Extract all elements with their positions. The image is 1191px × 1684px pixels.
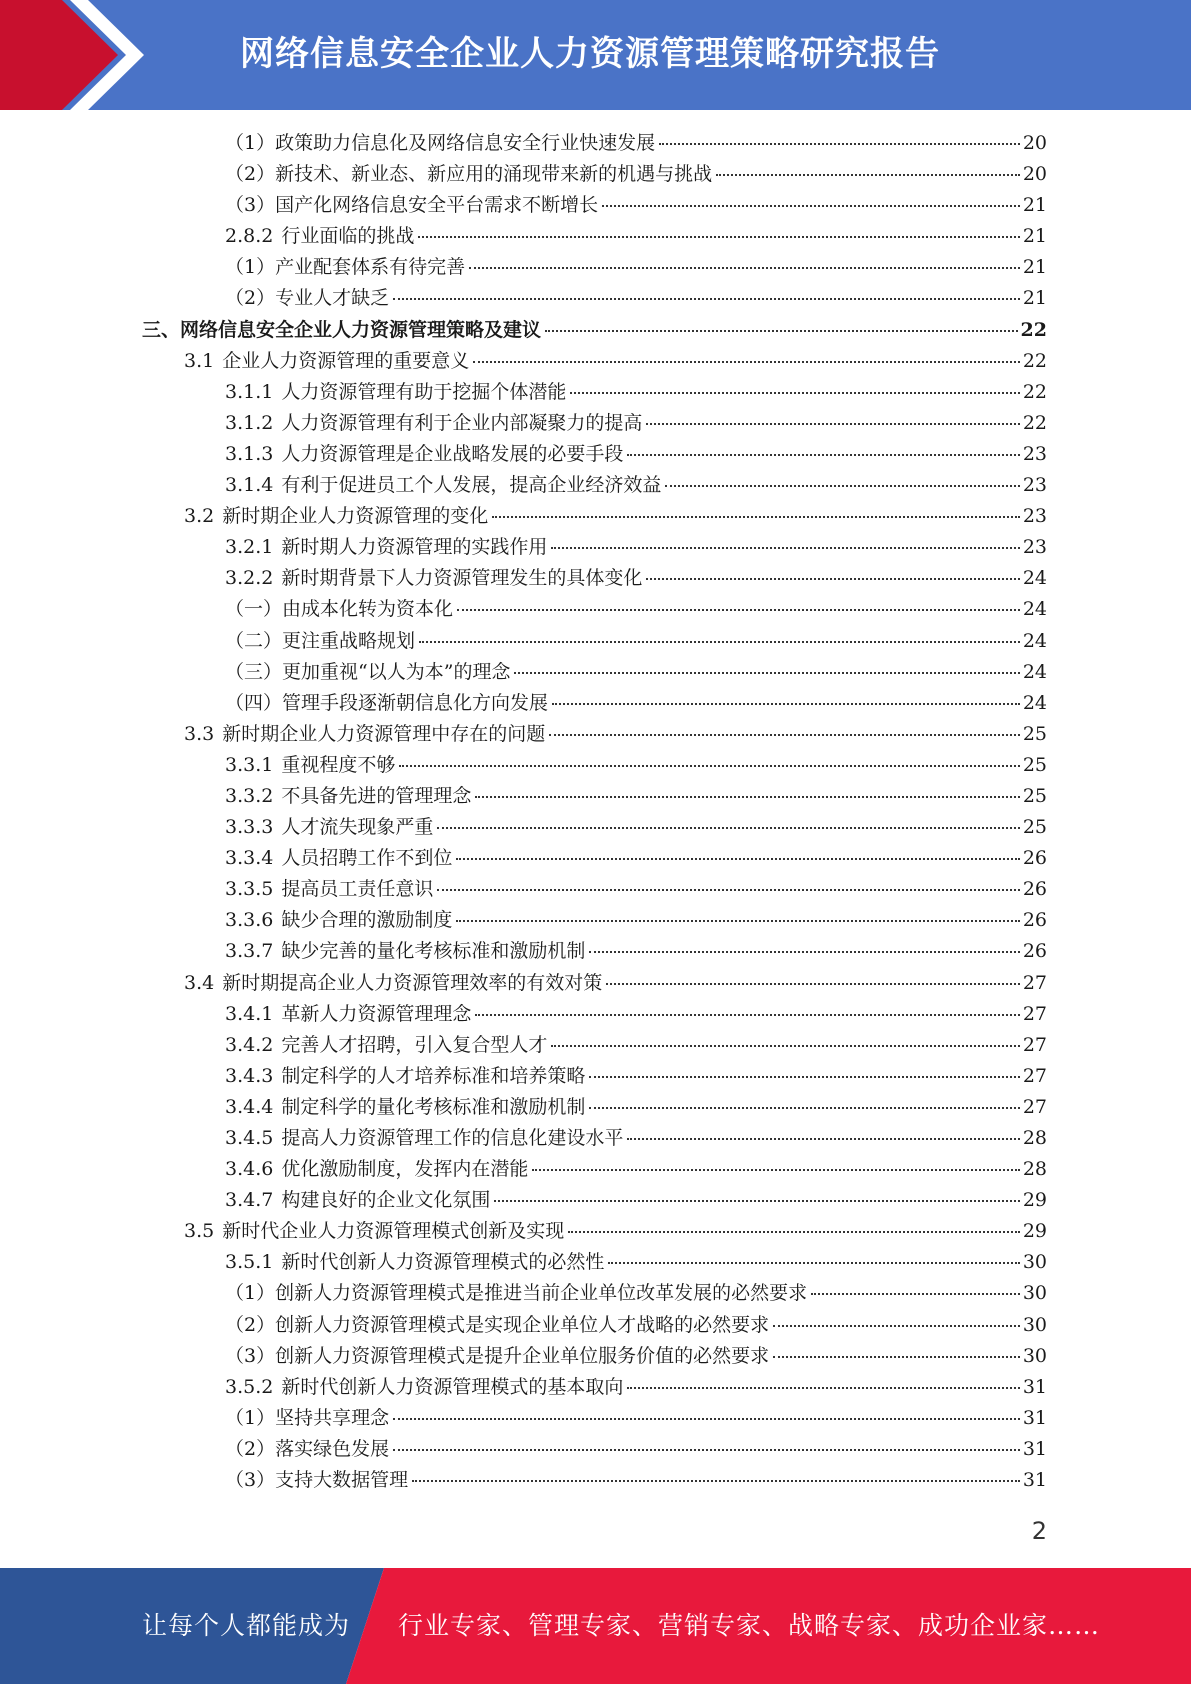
toc-entry-page: 26	[1022, 878, 1047, 901]
toc-leader-dots	[627, 1138, 1019, 1140]
toc-entry[interactable]	[0, 315, 1191, 346]
toc-entry-page: 31	[1022, 1437, 1047, 1460]
toc-entry-page: 24	[1022, 629, 1047, 652]
toc-entry-number: （二）	[225, 629, 283, 652]
toc-leader-dots	[494, 1200, 1019, 1202]
toc-entry[interactable]	[0, 1154, 1191, 1185]
toc-leader-dots	[551, 1045, 1019, 1047]
toc-leader-dots	[473, 361, 1020, 363]
toc-entry[interactable]	[0, 128, 1191, 159]
toc-entry-page: 22	[1020, 318, 1047, 341]
toc-entry-number: 3.3.7	[225, 940, 274, 963]
toc-entry-number: （1）	[225, 256, 276, 279]
toc-entry-title: 提高员工责任意识	[281, 878, 434, 901]
toc-leader-dots	[469, 267, 1020, 269]
toc-entry-number: 3.4.2	[225, 1033, 274, 1056]
toc-leader-dots	[393, 1418, 1020, 1420]
toc-entry[interactable]	[0, 1185, 1191, 1216]
toc-leader-dots	[419, 641, 1020, 643]
toc-entry-page: 30	[1022, 1344, 1047, 1367]
toc-entry-number: （2）	[225, 163, 276, 186]
toc-entry-title: 专业人才缺乏	[275, 287, 390, 310]
toc-entry-number: 3.2.2	[225, 567, 274, 590]
toc-entry-title: 由成本化转为资本化	[282, 598, 454, 621]
toc-entry-number: 3.3.6	[225, 909, 274, 932]
toc-entry-title: 人员招聘工作不到位	[281, 847, 453, 870]
toc-entry[interactable]	[0, 1061, 1191, 1092]
footer-slogan-left: 让每个人都能成为	[142, 1611, 351, 1640]
toc-entry-number: （2）	[225, 287, 276, 310]
toc-entry-number: 3.2.1	[225, 536, 274, 559]
toc-entry[interactable]	[0, 594, 1191, 625]
toc-entry-number: 3.4.4	[225, 1095, 274, 1118]
toc-entry-page: 30	[1022, 1313, 1047, 1336]
toc-entry-number: 3.3.4	[225, 847, 274, 870]
toc-leader-dots	[646, 423, 1019, 425]
toc-entry[interactable]	[0, 283, 1191, 314]
toc-leader-dots	[456, 920, 1019, 922]
toc-entry-number: 3.1.3	[225, 442, 274, 465]
toc-entry-page: 29	[1022, 1220, 1047, 1243]
toc-leader-dots	[665, 485, 1019, 487]
toc-entry-title: 新时期企业人力资源管理的变化	[222, 505, 489, 528]
toc-entry[interactable]	[0, 812, 1191, 843]
toc-entry[interactable]	[0, 1092, 1191, 1123]
toc-leader-dots	[457, 609, 1020, 611]
toc-entry-number: 3.4.3	[225, 1064, 274, 1087]
page-header	[0, 0, 1191, 110]
toc-entry-page: 31	[1022, 1406, 1047, 1429]
toc-entry-page: 26	[1022, 909, 1047, 932]
toc-entry-page: 22	[1022, 380, 1047, 403]
toc-entry-title: 三、网络信息安全企业人力资源管理策略及建议	[142, 318, 542, 341]
toc-leader-dots	[393, 1449, 1020, 1451]
toc-entry[interactable]	[0, 377, 1191, 408]
toc-entry[interactable]	[0, 781, 1191, 812]
toc-entry-number: 3.4.6	[225, 1158, 274, 1181]
toc-entry-number: 3.2	[184, 505, 215, 528]
toc-entry-title: 新时期企业人力资源管理中存在的问题	[222, 722, 546, 745]
toc-entry-title: 完善人才招聘，引入复合型人才	[281, 1033, 548, 1056]
toc-entry-number: 3.4.7	[225, 1189, 274, 1212]
toc-leader-dots	[608, 1262, 1019, 1264]
toc-entry-number: 3.1.1	[225, 380, 274, 403]
chevron-arrow-icon	[0, 0, 160, 110]
toc-entry[interactable]	[0, 1247, 1191, 1278]
toc-entry-number: 3.3.2	[225, 784, 274, 807]
toc-entry-title: 新时代创新人力资源管理模式的必然性	[281, 1251, 605, 1274]
toc-entry-title: 重视程度不够	[281, 753, 396, 776]
toc-entry-number: （四）	[225, 691, 283, 714]
toc-entry-title: 政策助力信息化及网络信息安全行业快速发展	[275, 132, 656, 154]
toc-entry[interactable]	[0, 968, 1191, 999]
page-title: 网络信息安全企业人力资源管理策略研究报告	[240, 34, 940, 74]
toc-entry[interactable]	[0, 159, 1191, 190]
toc-entry-page: 23	[1022, 536, 1047, 559]
toc-entry-page: 24	[1022, 691, 1047, 714]
toc-entry-number: 3.4.1	[225, 1002, 274, 1025]
toc-entry-title: 缺少合理的激励制度	[281, 909, 453, 932]
toc-entry[interactable]	[0, 999, 1191, 1030]
toc-entry-number: 3.5	[184, 1220, 215, 1243]
toc-entry-title: 新时代企业人力资源管理模式创新及实现	[222, 1220, 565, 1243]
toc-leader-dots	[549, 734, 1020, 736]
toc-entry-title: 新时期背景下人力资源管理发生的具体变化	[281, 567, 643, 590]
toc-entry[interactable]	[0, 346, 1191, 377]
toc-leader-dots	[456, 858, 1019, 860]
toc-leader-dots	[399, 765, 1019, 767]
toc-entry-page: 21	[1022, 287, 1047, 310]
toc-entry-number: （三）	[225, 660, 283, 683]
toc-entry-title: 国产化网络信息安全平台需求不断增长	[275, 194, 599, 217]
toc-entry-number: 3.4	[184, 971, 215, 994]
toc-leader-dots	[716, 174, 1020, 176]
page-number: 2	[1031, 1517, 1047, 1545]
toc-leader-dots	[568, 1231, 1020, 1233]
toc-entry-number: （3）	[225, 194, 276, 217]
toc-entry-title: 革新人力资源管理理念	[281, 1002, 472, 1025]
toc-leader-dots	[393, 298, 1020, 300]
toc-entry[interactable]	[0, 439, 1191, 470]
toc-entry-page: 21	[1022, 256, 1047, 279]
toc-entry[interactable]	[0, 408, 1191, 439]
toc-entry-number: （3）	[225, 1344, 276, 1367]
toc-entry-number: （3）	[225, 1469, 276, 1492]
toc-entry-title: 创新人力资源管理模式是实现企业单位人才战略的必然要求	[275, 1313, 770, 1336]
toc-entry-page: 30	[1022, 1251, 1047, 1274]
toc-entry-number: （2）	[225, 1313, 276, 1336]
toc-leader-dots	[627, 1387, 1019, 1389]
toc-entry-number: （2）	[225, 1437, 276, 1460]
toc-entry-number: 3.3.5	[225, 878, 274, 901]
toc-entry-page: 27	[1022, 1095, 1047, 1118]
toc-entry[interactable]	[0, 190, 1191, 221]
toc-leader-dots	[589, 1107, 1019, 1109]
toc-entry-number: 3.1.4	[225, 474, 274, 497]
toc-entry[interactable]	[0, 470, 1191, 501]
toc-entry-page: 24	[1022, 567, 1047, 590]
toc-leader-dots	[570, 392, 1019, 394]
toc-leader-dots	[437, 889, 1019, 891]
toc-entry[interactable]	[0, 1372, 1191, 1403]
toc-entry[interactable]	[0, 657, 1191, 688]
toc-entry-page: 25	[1022, 753, 1047, 776]
toc-entry-title: 制定科学的量化考核标准和激励机制	[281, 1095, 586, 1118]
toc-entry-page: 30	[1022, 1282, 1047, 1305]
toc-entry-title: 企业人力资源管理的重要意义	[222, 349, 470, 372]
toc-entry[interactable]	[0, 936, 1191, 967]
toc-entry-page: 21	[1022, 194, 1047, 217]
toc-entry-title: 创新人力资源管理模式是提升企业单位服务价值的必然要求	[275, 1344, 770, 1367]
toc-leader-dots	[589, 1076, 1019, 1078]
toc-entry-page: 25	[1022, 816, 1047, 839]
toc-entry-page: 27	[1022, 1033, 1047, 1056]
toc-entry-number: （一）	[225, 598, 283, 621]
toc-entry-title: 新时期人力资源管理的实践作用	[281, 536, 548, 559]
toc-entry[interactable]	[0, 532, 1191, 563]
toc-entry-number: 3.1.2	[225, 411, 274, 434]
toc-leader-dots	[475, 1014, 1019, 1016]
toc-leader-dots	[437, 827, 1019, 829]
toc-leader-dots	[514, 672, 1019, 674]
toc-entry-page: 27	[1022, 1064, 1047, 1087]
table-of-contents	[0, 128, 1191, 1496]
toc-leader-dots	[492, 516, 1020, 518]
toc-entry[interactable]	[0, 843, 1191, 874]
toc-leader-dots	[773, 1356, 1020, 1358]
toc-entry-title: 人才流失现象严重	[281, 816, 434, 839]
toc-entry-page: 27	[1022, 1002, 1047, 1025]
toc-entry-title: 不具备先进的管理理念	[281, 784, 472, 807]
toc-entry-number: 3.1	[184, 349, 215, 372]
toc-entry[interactable]	[0, 750, 1191, 781]
toc-entry[interactable]	[0, 626, 1191, 657]
toc-leader-dots	[602, 205, 1020, 207]
toc-entry-page: 23	[1022, 442, 1047, 465]
toc-entry-title: 制定科学的人才培养标准和培养策略	[281, 1064, 586, 1087]
toc-entry-page: 25	[1022, 722, 1047, 745]
toc-entry-title: 坚持共享理念	[275, 1406, 390, 1429]
toc-entry[interactable]	[0, 688, 1191, 719]
toc-leader-dots	[627, 454, 1019, 456]
toc-entry-page: 31	[1022, 1469, 1047, 1492]
toc-entry[interactable]	[0, 221, 1191, 252]
toc-entry[interactable]	[0, 1123, 1191, 1154]
toc-entry-title: 有利于促进员工个人发展，提高企业经济效益	[281, 474, 662, 497]
toc-leader-dots	[659, 143, 1020, 145]
toc-entry-title: 新技术、新业态、新应用的涌现带来新的机遇与挑战	[275, 163, 713, 186]
toc-entry-title: 创新人力资源管理模式是推进当前企业单位改革发展的必然要求	[275, 1282, 808, 1305]
toc-entry-number: 3.3.3	[225, 816, 274, 839]
toc-entry-page: 23	[1022, 474, 1047, 497]
toc-leader-dots	[412, 1480, 1020, 1482]
toc-entry-title: 人力资源管理是企业战略发展的必要手段	[281, 442, 624, 465]
toc-entry-page: 25	[1022, 784, 1047, 807]
toc-entry-title: 人力资源管理有助于挖掘个体潜能	[281, 380, 567, 403]
toc-entry-page: 31	[1022, 1375, 1047, 1398]
toc-entry-title: 缺少完善的量化考核标准和激励机制	[281, 940, 586, 963]
toc-leader-dots	[475, 796, 1019, 798]
toc-entry-title: 更注重战略规划	[282, 629, 416, 652]
toc-leader-dots	[773, 1325, 1020, 1327]
toc-leader-dots	[532, 1169, 1019, 1171]
toc-entry-page: 29	[1022, 1189, 1047, 1212]
toc-entry-number: 3.3	[184, 722, 215, 745]
footer-slogan-right: 行业专家、管理专家、营销专家、战略专家、成功企业家……	[398, 1611, 1101, 1640]
toc-leader-dots	[589, 951, 1019, 953]
toc-entry[interactable]	[0, 874, 1191, 905]
toc-entry-title: 产业配套体系有待完善	[275, 256, 466, 279]
toc-entry-title: 构建良好的企业文化氛围	[281, 1189, 491, 1212]
toc-entry-page: 22	[1022, 349, 1047, 372]
toc-entry-number: 3.5.1	[225, 1251, 274, 1274]
toc-entry[interactable]	[0, 1465, 1191, 1496]
toc-entry[interactable]	[0, 1310, 1191, 1341]
toc-entry-number: 3.5.2	[225, 1375, 274, 1398]
toc-entry-number: 3.4.5	[225, 1127, 274, 1149]
toc-entry-page: 20	[1022, 163, 1047, 186]
toc-entry-title: 优化激励制度，发挥内在潜能	[281, 1158, 529, 1181]
toc-entry-page: 26	[1022, 940, 1047, 963]
toc-entry-page: 21	[1022, 225, 1047, 248]
toc-entry-page: 28	[1022, 1127, 1047, 1149]
toc-entry-number: 2.8.2	[225, 225, 274, 248]
toc-leader-dots	[551, 547, 1019, 549]
toc-entry-page: 28	[1022, 1158, 1047, 1181]
toc-entry-title: 支持大数据管理	[275, 1469, 409, 1492]
toc-entry-title: 更加重视“以人为本”的理念	[282, 660, 511, 683]
toc-entry[interactable]	[0, 905, 1191, 936]
toc-entry-page: 24	[1022, 660, 1047, 683]
toc-entry[interactable]	[0, 719, 1191, 750]
toc-entry-title: 新时代创新人力资源管理模式的基本取向	[281, 1375, 624, 1398]
toc-entry[interactable]	[0, 501, 1191, 532]
toc-leader-dots	[552, 703, 1020, 705]
toc-entry-title: 落实绿色发展	[275, 1437, 390, 1460]
toc-entry-title: 提高人力资源管理工作的信息化建设水平	[281, 1127, 624, 1149]
toc-entry-title: 管理手段逐渐朝信息化方向发展	[282, 691, 549, 714]
toc-entry-number: （1）	[225, 1406, 276, 1429]
toc-entry-page: 27	[1022, 971, 1047, 994]
toc-entry-title: 行业面临的挑战	[281, 225, 415, 248]
toc-entry[interactable]	[0, 1030, 1191, 1061]
toc-entry[interactable]	[0, 1434, 1191, 1465]
toc-leader-dots	[646, 578, 1019, 580]
toc-entry-title: 人力资源管理有利于企业内部凝聚力的提高	[281, 411, 643, 434]
toc-entry-page: 24	[1022, 598, 1047, 621]
toc-entry[interactable]	[0, 1216, 1191, 1247]
page-footer	[0, 1568, 1191, 1684]
toc-entry-page: 23	[1022, 505, 1047, 528]
toc-entry[interactable]	[0, 1341, 1191, 1372]
toc-entry-number: （1）	[225, 1282, 276, 1305]
toc-entry-page: 22	[1022, 411, 1047, 434]
toc-leader-dots	[545, 330, 1018, 332]
toc-leader-dots	[606, 983, 1020, 985]
toc-leader-dots	[418, 236, 1019, 238]
toc-entry[interactable]	[0, 1403, 1191, 1434]
toc-entry-page: 20	[1022, 132, 1047, 154]
toc-entry[interactable]	[0, 252, 1191, 283]
toc-leader-dots	[811, 1293, 1020, 1295]
toc-entry-number: 3.3.1	[225, 753, 274, 776]
toc-entry-number: （1）	[225, 132, 276, 154]
toc-entry-title: 新时期提高企业人力资源管理效率的有效对策	[222, 971, 603, 994]
toc-entry[interactable]	[0, 563, 1191, 594]
toc-entry[interactable]	[0, 1278, 1191, 1309]
toc-entry-page: 26	[1022, 847, 1047, 870]
